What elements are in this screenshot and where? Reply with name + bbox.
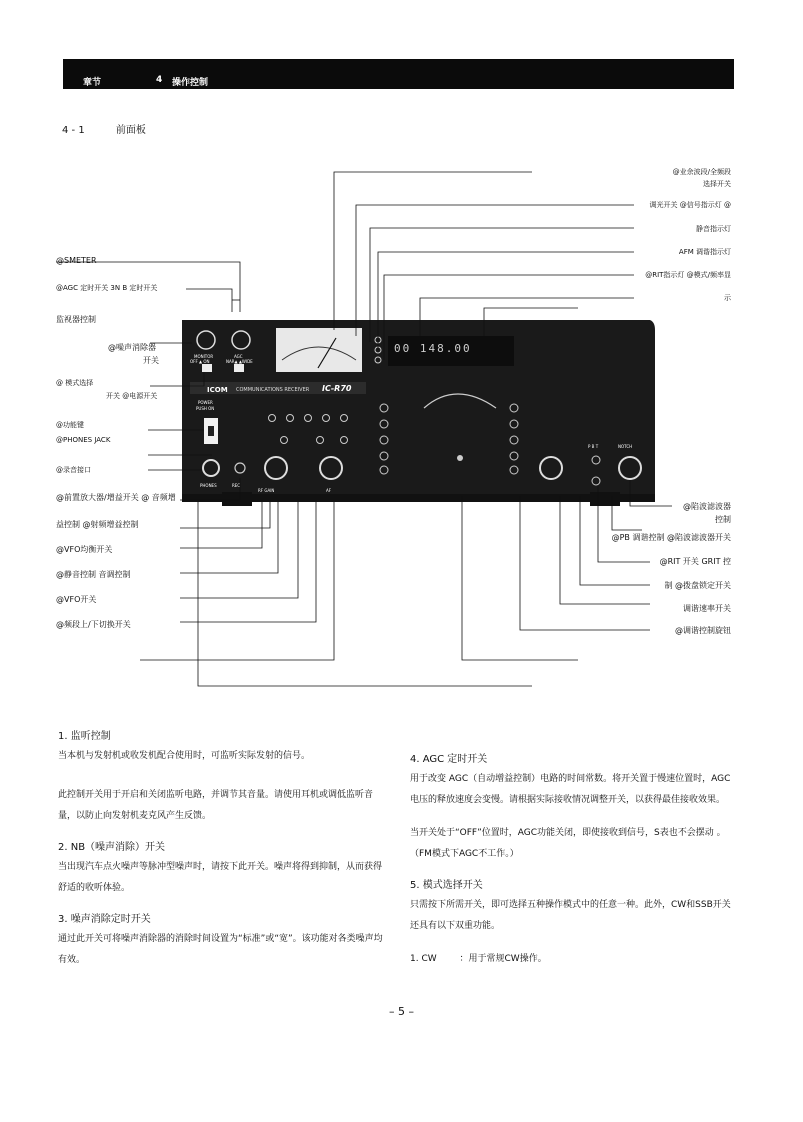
callout-notch-control-2: 控制 (715, 515, 731, 524)
chapter-label: 章节 (83, 78, 102, 88)
s1-heading: 1. 监听控制 (58, 731, 111, 742)
notch-label: NOTCH (618, 444, 633, 449)
rec-label: REC (232, 483, 241, 488)
callout-ham-gen-2: 选择开关 (703, 180, 731, 188)
callout-notch-control: @陷波滤波器 (683, 502, 731, 511)
callout-squelch-lamp: 静音指示灯 (696, 225, 731, 233)
callout-dial-lock: 制 @拨盘锁定开关 (664, 581, 731, 590)
frequency-display: 00 148.00 (394, 342, 472, 355)
callout-noise-blanker-2: 开关 (143, 356, 159, 365)
callout-rec-jack: @录音接口 (56, 466, 91, 474)
phones-label: PHONES (200, 483, 217, 488)
radio-model: IC-R70 (322, 384, 352, 393)
right-text-column (410, 751, 735, 982)
s2-paragraph-1: 当出现汽车点火噪声等脉冲型噪声时，请按下此开关。噪声将得到抑制，从而获得舒适的收听体验。 (58, 862, 383, 893)
callout-squelch-tone: @静音控制 音调控制 (56, 570, 131, 579)
callout-smeter: @SMETER (56, 256, 97, 265)
callout-monitor-control: 监视器控制 (56, 315, 96, 324)
callout-rit-lamp: @RIT指示灯 @模式/频率显 (645, 271, 731, 279)
s4-paragraph-1: 用于改变 AGC（自动增益控制）电路的时间常数。将开关置于慢速位置时，AGC 电压的释放速度会变慢。请根据实际接收情况调整开关，以获得最佳接收效果。 (410, 774, 731, 805)
callout-rf-gain: 益控制 @射频增益控制 (56, 520, 139, 529)
s4-paragraph-2: 当开关处于“OFF”位置时，AGC功能关闭，即使接收到信号，S表也不会摆动 。（FM模式下AGC不工作。） (410, 828, 726, 859)
section-title: 前面板 (115, 125, 146, 136)
s2-heading: 2. NB（噪声消除）开关 (58, 842, 166, 853)
s4-heading: 4. AGC 定时开关 (410, 754, 488, 765)
nor-wide-label: NAR▲ ▲WIDE (226, 359, 253, 364)
s5-heading: 5. 模式选择开关 (410, 880, 483, 891)
callout-preamp: @前置放大器/增益开关 @ 音频增 (56, 493, 176, 502)
callout-tuning-knob: @调谐控制旋钮 (675, 626, 731, 635)
page-number: – 5 – (389, 1005, 414, 1018)
monitor-label: MONITOR (194, 354, 214, 359)
callout-afm-tuning: AFM 调谐指示灯 (678, 248, 731, 256)
nb-switch-label: OFF ▲ ON (190, 359, 210, 364)
push-on-label: PUSH ON (196, 406, 215, 411)
callout-band-updown: @频段上/下切换开关 (56, 620, 131, 629)
callout-rit-switch: @RIT 开关 GRIT 控 (659, 557, 731, 566)
s5-paragraph-1: 只需按下所需开关，即可选择五种操作模式中的任意一种。此外，CW和SSB开关还具有以下双重功能。 (410, 900, 731, 931)
callout-function-key: @功能键 (56, 421, 84, 429)
s5-list-item: 1. CW ：用于常规CW操作。 (410, 954, 547, 964)
s1-paragraph-2: 此控制开关用于开启和关闭监听电路，并调节其音量。请使用耳机或调低监听音量，以防止向发射机麦克风产生反馈。 (58, 790, 374, 821)
s3-heading: 3. 噪声消除定时开关 (58, 914, 151, 925)
agc-label: AGC (234, 354, 243, 359)
pbt-label: P B T (588, 444, 599, 449)
callout-ham-gen: @业余波段/全频段 (672, 168, 731, 176)
s1-paragraph-1: 当本机与发射机或收发机配合使用时，可监听实际发射的信号。 (58, 751, 311, 761)
callout-dimmer: 调光开关 @信号指示灯 @ (649, 201, 731, 209)
callout-vfo-switch: @VFO开关 (56, 595, 97, 604)
radio-subtitle: COMMUNICATIONS RECEIVER (236, 387, 310, 393)
callout-phones-jack: @PHONES JACK (56, 436, 111, 444)
callout-tuning-rate: 调谐速率开关 (683, 604, 731, 613)
chapter-title: 操作控制 (172, 78, 209, 88)
s3-paragraph-1: 通过此开关可将噪声消除器的消除时间设置为“标准”或“宽”。该功能对各类噪声均有效。 (58, 934, 383, 965)
callout-agc-nb-timing: @AGC 定时开关 3N B 定时开关 (56, 284, 158, 292)
power-label: POWER (198, 400, 213, 405)
callout-noise-blanker: @噪声消除器 (108, 343, 156, 352)
rf-gain-label: RF GAIN (258, 488, 275, 493)
callout-pbt-notch-switch: @PB 调谐控制 @陷波滤波器开关 (611, 533, 731, 542)
left-text-column (58, 728, 383, 983)
radio-brand: ICOM (207, 386, 228, 394)
af-label: AF (326, 488, 332, 493)
section-number: 4 - 1 (62, 125, 85, 136)
callout-mode-select: @ 模式选择 (56, 379, 94, 387)
callout-power-switch: 开关 @电源开关 (106, 392, 158, 400)
callout-rit-lamp-2: 示 (724, 294, 731, 302)
callout-vfo-equal: @VFO均衡开关 (56, 545, 113, 554)
chapter-number: 4 (156, 75, 163, 85)
